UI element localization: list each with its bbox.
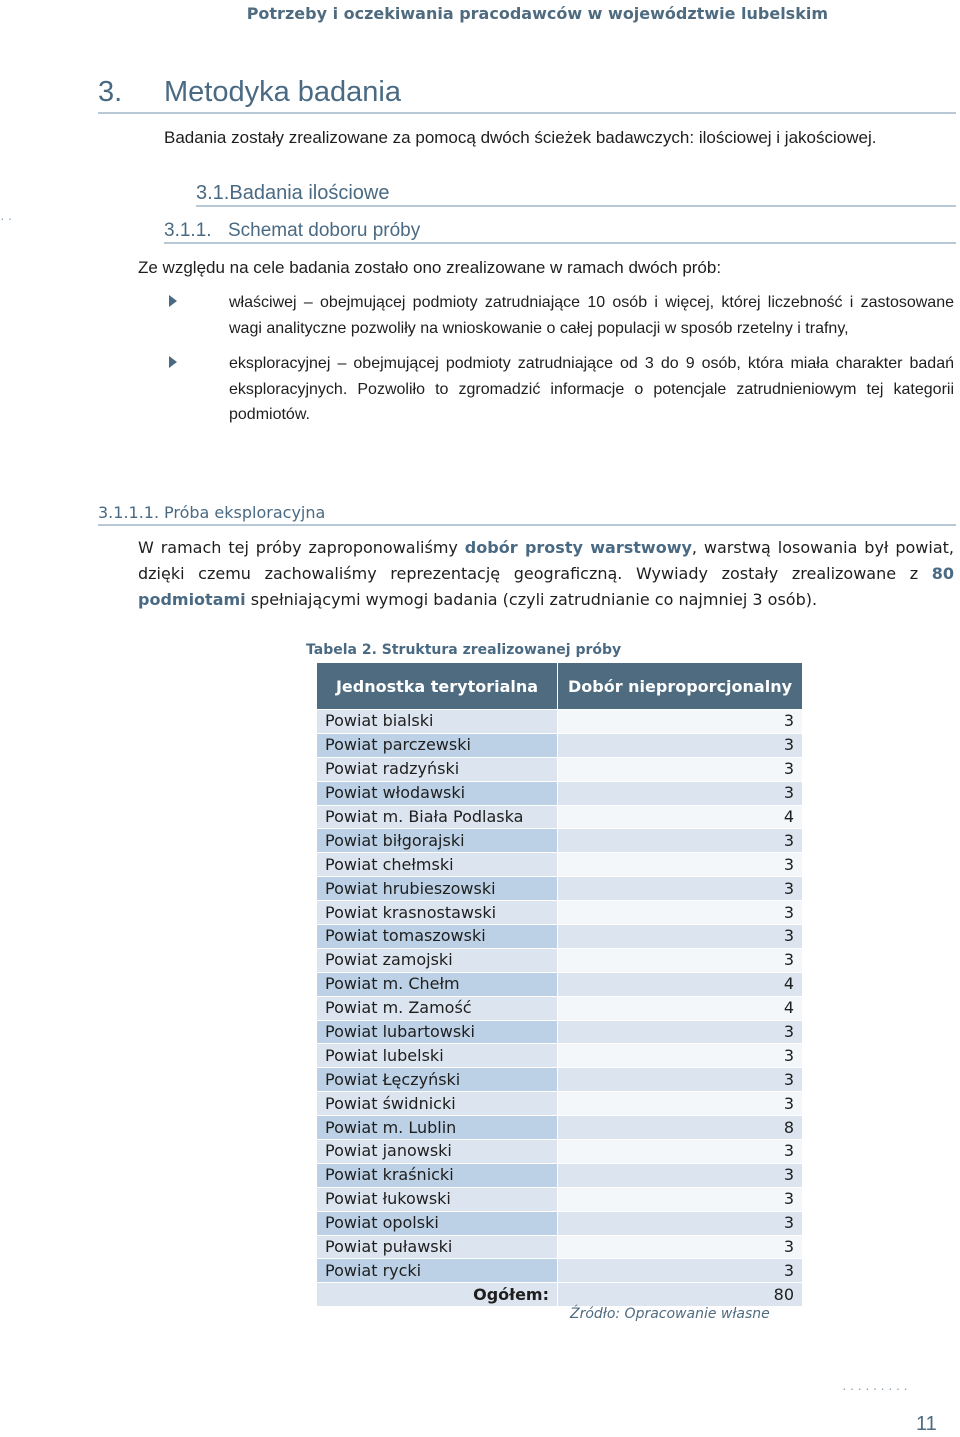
cell-count: 3 <box>558 1211 803 1235</box>
table-row <box>317 1235 803 1259</box>
highlight-sampling-method: dobór prosty warstwowy <box>464 538 692 557</box>
table-row <box>317 829 803 853</box>
subsubsection-divider <box>164 242 956 244</box>
section-heading <box>98 76 401 109</box>
cell-count: 4 <box>558 996 803 1020</box>
sub4-number: 3.1.1.1. <box>98 503 160 522</box>
sub4-title: Próba eksploracyjna <box>164 503 326 522</box>
table-row <box>317 901 803 925</box>
cell-unit: Powiat tomaszowski <box>317 925 558 949</box>
subsection-number: 3.1. <box>196 182 230 204</box>
table-row <box>317 757 803 781</box>
table-row <box>317 1020 803 1044</box>
paragraph-text: W ramach tej próby zaproponowaliśmy <box>138 538 465 557</box>
table-row <box>317 805 803 829</box>
cell-count: 3 <box>558 853 803 877</box>
table-row <box>317 1044 803 1068</box>
table-row <box>317 877 803 901</box>
cell-unit: Powiat biłgorajski <box>317 829 558 853</box>
section-title: Metodyka badania <box>164 76 401 108</box>
page-number: 11 <box>916 1413 937 1435</box>
subsection-divider <box>196 205 956 207</box>
subsubsection-heading <box>164 220 420 242</box>
cell-count: 8 <box>558 1116 803 1140</box>
sub4-heading <box>98 503 325 522</box>
table-row <box>317 925 803 949</box>
cell-unit: Powiat radzyński <box>317 757 558 781</box>
table-row <box>317 710 803 734</box>
paragraph-text: , warstwą losowania był powiat, dzięki czemu zachowaliśmy reprezentację geograficzną. Wywiady zostały zrealizowane z <box>138 538 954 583</box>
cell-count: 3 <box>558 757 803 781</box>
cell-unit: Powiat bialski <box>317 710 558 734</box>
section-intro: Badania zostały zrealizowane za pomocą dwóch ścieżek badawczych: ilościowej i jakościowej. <box>164 128 877 147</box>
total-label: Ogółem: <box>317 1283 558 1307</box>
table-row <box>317 1068 803 1092</box>
cell-unit: Powiat zamojski <box>317 948 558 972</box>
cell-count: 4 <box>558 972 803 996</box>
table-row <box>317 948 803 972</box>
table-row <box>317 1092 803 1116</box>
cell-count: 3 <box>558 1020 803 1044</box>
table-row <box>317 1187 803 1211</box>
cell-count: 3 <box>558 1092 803 1116</box>
margin-dots: ·· <box>0 210 16 226</box>
table-row <box>317 1140 803 1164</box>
subsection-heading <box>196 182 389 205</box>
table-total-row <box>317 1283 803 1307</box>
cell-count: 3 <box>558 1068 803 1092</box>
table-header-row <box>317 663 803 710</box>
cell-unit: Powiat świdnicki <box>317 1092 558 1116</box>
section-number: 3. <box>98 76 123 108</box>
cell-count: 3 <box>558 781 803 805</box>
cell-count: 3 <box>558 733 803 757</box>
cell-count: 3 <box>558 1044 803 1068</box>
cell-count: 3 <box>558 1140 803 1164</box>
cell-unit: Powiat włodawski <box>317 781 558 805</box>
table-row <box>317 972 803 996</box>
cell-unit: Powiat hrubieszowski <box>317 877 558 901</box>
cell-count: 3 <box>558 925 803 949</box>
bullet-item <box>166 351 954 428</box>
arrow-bullet-icon <box>169 295 177 307</box>
paragraph-text: spełniającymi wymogi badania (czyli zatrudnianie co najmniej 3 osób). <box>245 590 818 609</box>
cell-unit: Powiat m. Lublin <box>317 1116 558 1140</box>
bullet-text: eksploracyjnej – obejmującej podmioty zatrudniające od 3 do 9 osób, która miała charakter badań eksploracyjnych. Pozwoliło to zgromadzić informacje o potencjale zatrudnieniowym tej kategorii podmiotów. <box>229 355 954 423</box>
total-value: 80 <box>558 1283 803 1307</box>
cell-unit: Powiat m. Biała Podlaska <box>317 805 558 829</box>
table-row <box>317 1211 803 1235</box>
cell-unit: Powiat krasnostawski <box>317 901 558 925</box>
subsubsection-number: 3.1.1. <box>164 220 212 241</box>
cell-count: 3 <box>558 1187 803 1211</box>
lead-paragraph: Ze względu na cele badania zostało ono zrealizowane w ramach dwóch prób: <box>138 258 722 277</box>
table-body <box>317 710 803 1307</box>
running-header: Potrzeby i oczekiwania pracodawców w województwie lubelskim <box>246 4 828 23</box>
subsubsection-title: Schemat doboru próby <box>228 220 421 241</box>
subsection-title: Badania ilościowe <box>229 182 390 204</box>
cell-unit: Powiat parczewski <box>317 733 558 757</box>
section-divider <box>98 112 956 114</box>
cell-count: 3 <box>558 901 803 925</box>
sub4-divider <box>98 524 956 526</box>
cell-unit: Powiat janowski <box>317 1140 558 1164</box>
body-paragraph <box>138 535 954 613</box>
cell-unit: Powiat m. Zamość <box>317 996 558 1020</box>
table-row <box>317 996 803 1020</box>
cell-unit: Powiat m. Chełm <box>317 972 558 996</box>
bullet-text: właściwej – obejmującej podmioty zatrudniające 10 osób i więcej, której liczebność i zastosowane wagi analityczne pozwoliły na wnioskowanie o całej populacji w sposób rzetelny i trafny, <box>229 294 954 337</box>
table-caption: Tabela 2. Struktura zrealizowanej próby <box>306 642 622 658</box>
table-row <box>317 733 803 757</box>
sample-structure-table <box>316 662 803 1307</box>
cell-count: 3 <box>558 710 803 734</box>
cell-unit: Powiat Łęczyński <box>317 1068 558 1092</box>
cell-unit: Powiat chełmski <box>317 853 558 877</box>
bullet-item <box>166 290 954 341</box>
column-header-unit: Jednostka terytorialna <box>317 663 558 710</box>
footer-dots: ········· <box>842 1380 911 1396</box>
column-header-sampling: Dobór nieproporcjonalny <box>558 663 803 710</box>
bullet-list <box>166 290 954 438</box>
cell-unit: Powiat rycki <box>317 1259 558 1283</box>
table-source: Źródło: Opracowanie własne <box>570 1306 770 1322</box>
table-row <box>317 781 803 805</box>
cell-count: 3 <box>558 948 803 972</box>
cell-unit: Powiat kraśnicki <box>317 1163 558 1187</box>
cell-count: 3 <box>558 1235 803 1259</box>
arrow-bullet-icon <box>169 356 177 368</box>
cell-unit: Powiat lubelski <box>317 1044 558 1068</box>
cell-count: 3 <box>558 829 803 853</box>
cell-unit: Powiat puławski <box>317 1235 558 1259</box>
cell-count: 3 <box>558 877 803 901</box>
cell-unit: Powiat lubartowski <box>317 1020 558 1044</box>
cell-count: 3 <box>558 1259 803 1283</box>
table-row <box>317 853 803 877</box>
highlight-sample-size: 80 podmiotami <box>138 564 954 609</box>
cell-unit: Powiat łukowski <box>317 1187 558 1211</box>
cell-unit: Powiat opolski <box>317 1211 558 1235</box>
table-row <box>317 1259 803 1283</box>
table-row <box>317 1163 803 1187</box>
cell-count: 4 <box>558 805 803 829</box>
cell-count: 3 <box>558 1163 803 1187</box>
table-row <box>317 1116 803 1140</box>
